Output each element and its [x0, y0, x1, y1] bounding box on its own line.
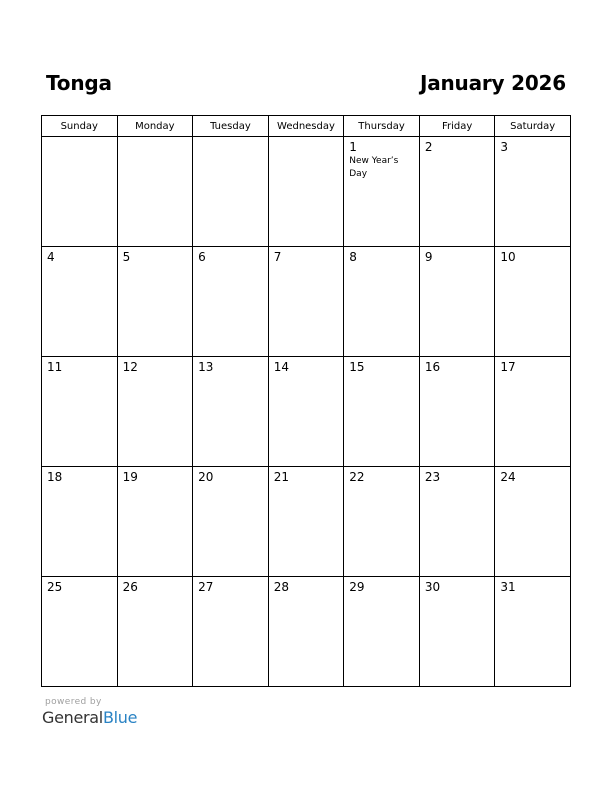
day-number: 27 — [198, 580, 214, 594]
holiday-label: New Year’s Day — [349, 156, 399, 179]
day-number: 2 — [424, 140, 433, 154]
day-number: 8 — [349, 250, 357, 264]
day-cell — [42, 357, 118, 467]
day-cell — [268, 577, 344, 687]
day-number: 19 — [122, 470, 138, 484]
day-number: 24 — [500, 470, 516, 484]
day-cell — [117, 247, 193, 357]
day-cell — [42, 467, 118, 577]
weekday-saturday: Saturday — [495, 116, 571, 137]
brand-logo-general: General — [42, 708, 103, 727]
day-cell — [268, 247, 344, 357]
day-cell — [117, 467, 193, 577]
weekday-header-row — [42, 116, 571, 137]
day-cell — [344, 467, 420, 577]
day-number: 22 — [349, 470, 365, 484]
brand-logo-blue: Blue — [102, 708, 138, 727]
day-number: 25 — [47, 580, 63, 594]
day-cell — [193, 357, 269, 467]
calendar-grid — [41, 115, 571, 687]
day-cell — [344, 357, 420, 467]
day-number: 28 — [273, 580, 289, 594]
day-cell — [117, 357, 193, 467]
day-number: 4 — [47, 250, 55, 264]
day-number: 26 — [122, 580, 138, 594]
day-cell — [42, 577, 118, 687]
day-number: 1 — [349, 140, 357, 154]
day-cell — [193, 467, 269, 577]
day-number: 15 — [349, 360, 365, 374]
month-year-title: January 2026 — [419, 71, 566, 95]
day-number: 6 — [198, 250, 206, 264]
week-row — [42, 357, 571, 467]
week-row — [42, 137, 571, 247]
day-cell — [495, 357, 571, 467]
day-number: 7 — [273, 250, 282, 264]
day-number: 10 — [500, 250, 516, 264]
day-cell — [419, 137, 495, 247]
day-cell — [419, 247, 495, 357]
day-cell — [344, 577, 420, 687]
day-cell — [42, 137, 118, 247]
day-cell — [193, 137, 269, 247]
day-number: 23 — [424, 470, 441, 484]
day-cell — [495, 247, 571, 357]
day-cell — [495, 577, 571, 687]
day-number: 18 — [47, 470, 63, 484]
day-cell — [419, 467, 495, 577]
brand-logo[interactable] — [42, 708, 137, 727]
day-number: 5 — [122, 250, 131, 264]
weekday-thursday: Thursday — [344, 116, 420, 137]
weekday-friday: Friday — [419, 116, 495, 137]
day-number: 31 — [500, 580, 516, 594]
day-number: 3 — [500, 140, 509, 154]
day-number: 14 — [273, 360, 289, 374]
day-cell — [42, 247, 118, 357]
day-cell — [193, 577, 269, 687]
day-cell — [193, 247, 269, 357]
day-number: 17 — [500, 360, 516, 374]
weekday-wednesday: Wednesday — [268, 116, 344, 137]
day-number: 12 — [122, 360, 138, 374]
week-row — [42, 247, 571, 357]
day-number: 29 — [349, 580, 365, 594]
day-cell — [419, 357, 495, 467]
day-cell — [344, 247, 420, 357]
day-number: 21 — [273, 470, 289, 484]
day-cell — [117, 577, 193, 687]
week-row — [42, 577, 571, 687]
day-number: 9 — [424, 250, 433, 264]
day-number: 11 — [47, 360, 63, 374]
day-cell — [268, 467, 344, 577]
day-cell — [268, 137, 344, 247]
day-cell — [495, 137, 571, 247]
day-number: 30 — [424, 580, 441, 594]
weekday-monday: Monday — [117, 116, 193, 137]
powered-by-label: powered by — [45, 697, 102, 707]
week-row — [42, 467, 571, 577]
day-number: 20 — [198, 470, 214, 484]
day-number: 16 — [424, 360, 441, 374]
day-number: 13 — [198, 360, 214, 374]
day-cell — [344, 137, 420, 247]
weekday-sunday: Sunday — [42, 116, 118, 137]
country-title: Tonga — [46, 71, 112, 95]
day-cell — [495, 467, 571, 577]
day-cell — [419, 577, 495, 687]
day-cell — [117, 137, 193, 247]
weekday-tuesday: Tuesday — [193, 116, 269, 137]
day-cell — [268, 357, 344, 467]
